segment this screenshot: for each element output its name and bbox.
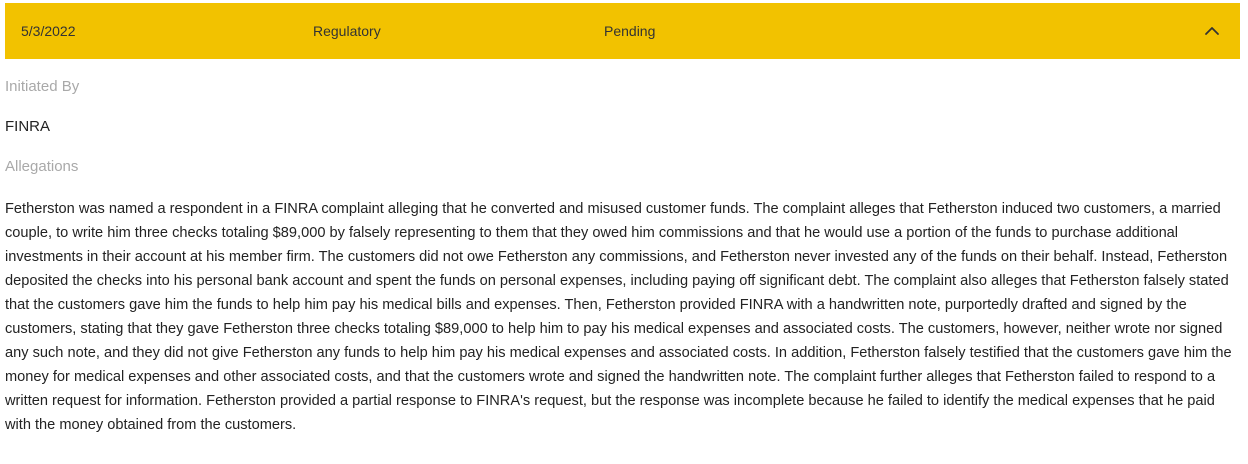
collapse-button[interactable] [1202, 21, 1222, 41]
initiated-by-value: FINRA [5, 118, 50, 135]
disclosure-date: 5/3/2022 [21, 23, 76, 39]
disclosure-header[interactable] [5, 3, 1240, 59]
allegations-label: Allegations [5, 158, 79, 175]
chevron-up-icon [1202, 21, 1222, 41]
allegations-text: Fetherston was named a respondent in a FINRA complaint alleging that he converted and misused customer funds. The complaint alleges that Fetherston induced two customers, a married couple, to write him three checks totaling $89,000 by falsely representing to them that they owed him commissions and that he would use a portion of the funds to purchase additional investments in their account at his member firm. The customers did not owe Fetherston any commissions, and Fetherston never invested any of the funds on their behalf. Instead, Fetherston deposited the checks into his personal bank account and spent the funds on personal expenses, including paying off significant debt. The complaint also alleges that Fetherston falsely stated that the customers gave him the funds to help him pay his medical bills and expenses. Then, Fetherston provided FINRA with a handwritten note, purportedly drafted and signed by the customers, stating that they gave Fetherston three checks totaling $89,000 to help him to pay his medical expenses and associated costs. The customers, however, neither wrote nor signed any such note, and they did not give Fetherston any funds to help him pay his medical expenses and associated costs. In addition, Fetherston falsely testified that the customers gave him the money for medical expenses and other associated costs, and that the customers wrote and signed the handwritten note. The complaint further alleges that Fetherston failed to respond to a written request for information. Fetherston provided a partial response to FINRA's request, but the response was incomplete because he failed to identify the medical expenses that he paid with the money obtained from the customers. [5, 201, 1232, 433]
disclosure-status: Pending [604, 23, 656, 39]
disclosure-type: Regulatory [313, 23, 381, 39]
initiated-by-label: Initiated By [5, 78, 80, 95]
